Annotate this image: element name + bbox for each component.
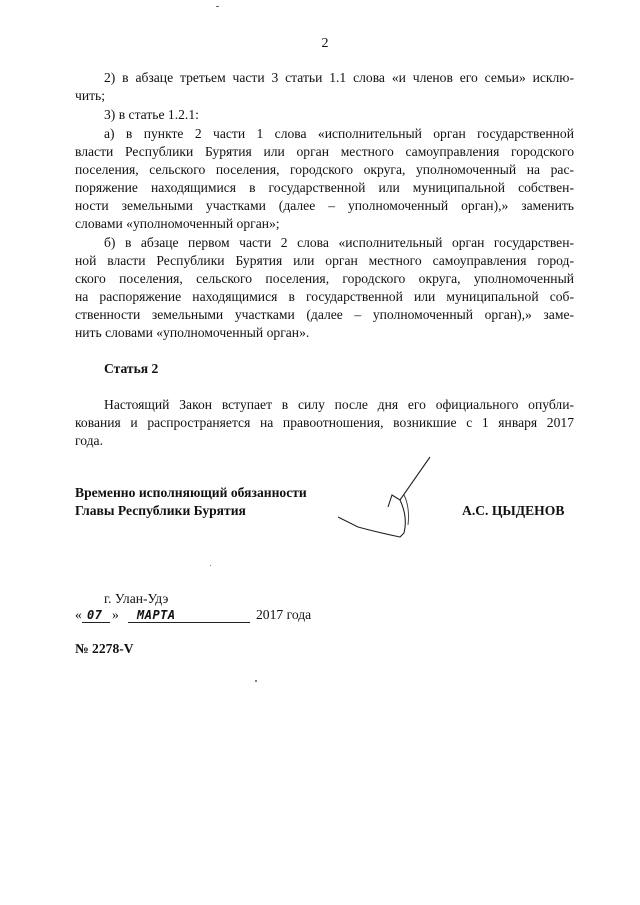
date-month-underline <box>128 622 250 623</box>
sub-a-line-3: поселения, сельского поселения, городского округа, уполномоченный на рас- <box>75 162 574 177</box>
date-open-quote: « <box>75 607 82 622</box>
city-name: г. Улан-Удэ <box>104 591 169 606</box>
page-number: 2 <box>321 36 329 51</box>
item3-heading: 3) в статье 1.2.1: <box>104 107 199 122</box>
sub-b-line-5: ственности земельными участками (далее – уполномоченный орган),» заме- <box>75 307 574 322</box>
item2-line-2: чить; <box>75 88 106 103</box>
sub-b-line-1: б) в абзаце первом части 2 слова «исполнительный орган государствен- <box>104 235 574 250</box>
article-2-line-3: года. <box>75 433 103 448</box>
item2-line-1: 2) в абзаце третьем части 3 статьи 1.1 слова «и членов его семьи» исклю- <box>104 70 574 85</box>
sub-b-line-3: ского поселения, сельского поселения, городского округа, уполномоченный <box>75 271 574 286</box>
sub-a-line-6: словами «уполномоченный орган»; <box>75 216 280 231</box>
article-2-line-1: Настоящий Закон вступает в силу после дня его официального опубли- <box>104 397 574 412</box>
date-day-underline <box>82 622 110 623</box>
sub-a-line-4: поряжение находящимися в государственной или муниципальной собствен- <box>75 180 574 195</box>
scan-speck <box>210 565 211 566</box>
law-number: № 2278-V <box>75 641 134 656</box>
sub-a-line-2: власти Республики Бурятия или орган местного самоуправления городского <box>75 144 574 159</box>
date-year: 2017 года <box>256 607 312 622</box>
date-close-quote: » <box>112 607 119 622</box>
signatory-name: А.С. ЦЫДЕНОВ <box>462 503 565 518</box>
signatory-title-line-2: Главы Республики Бурятия <box>75 503 246 518</box>
article-2-heading: Статья 2 <box>104 361 159 376</box>
sub-b-line-2: ной власти Республики Бурятия или орган местного самоуправления город- <box>75 253 574 268</box>
sub-a-line-1: а) в пункте 2 части 1 слова «исполнительный орган государственной <box>104 126 574 141</box>
scan-speck <box>255 680 257 682</box>
sub-a-line-5: ности земельными участками (далее – уполномоченный орган),» заменить <box>75 198 574 213</box>
article-2-line-2: кования и распространяется на правоотношения, возникшие с 1 января 2017 <box>75 415 574 430</box>
date-month: МАРТА <box>137 608 176 622</box>
signatory-title-line-1: Временно исполняющий обязанности <box>75 485 307 500</box>
scan-speck <box>216 6 219 7</box>
sub-b-line-6: нить словами «уполномоченный орган». <box>75 325 310 340</box>
sub-b-line-4: на распоряжение находящимися в государственной или муниципальной соб- <box>75 289 574 304</box>
date-day: 07 <box>87 608 103 622</box>
handwritten-signature <box>330 455 440 545</box>
